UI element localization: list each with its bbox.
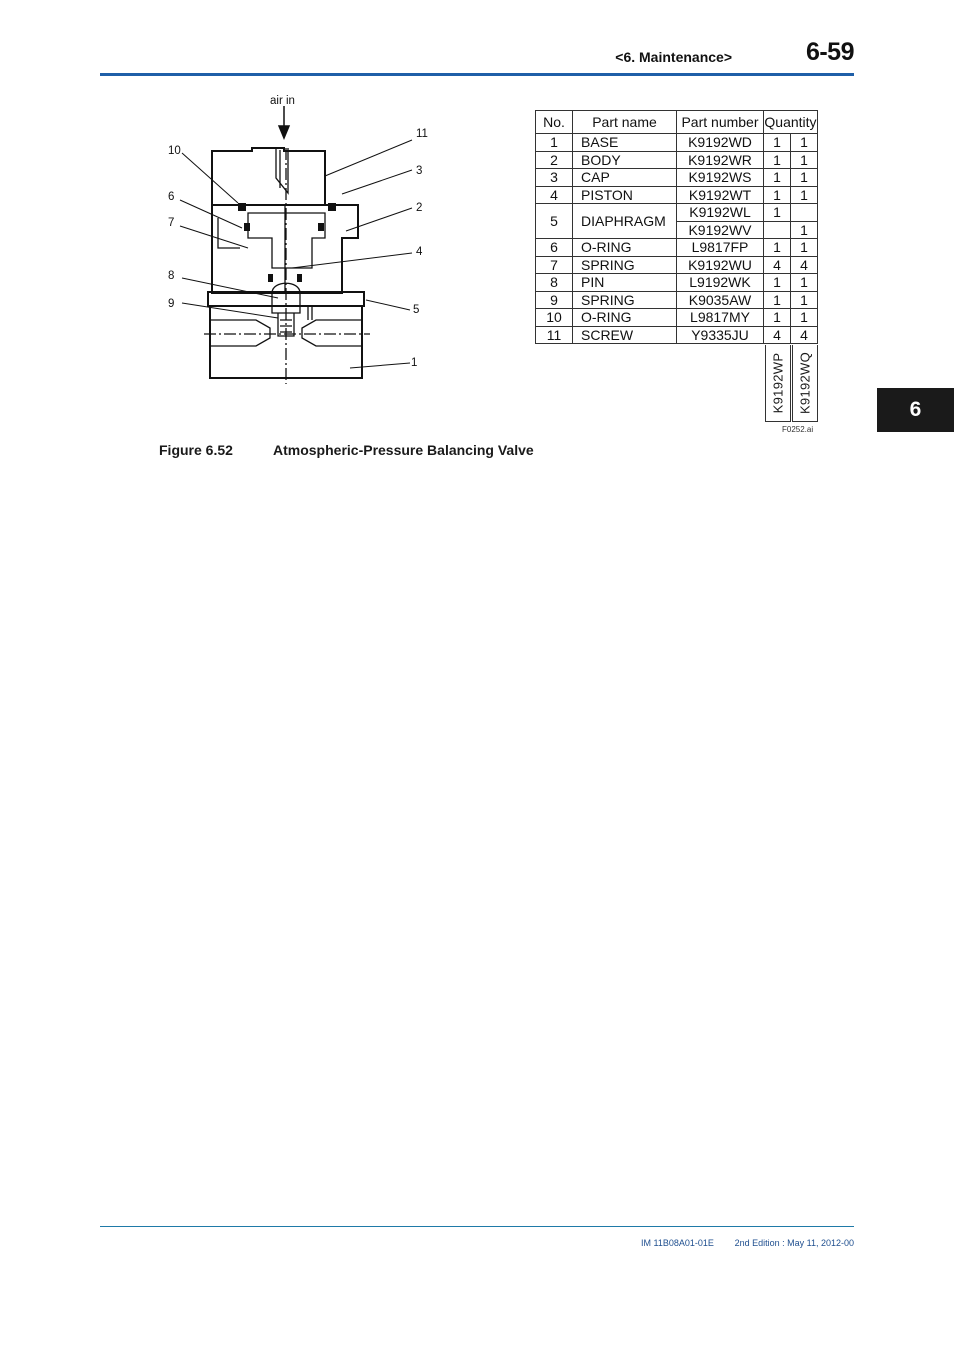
cell-qty-a: 1 (764, 274, 791, 292)
cell-part-number: K9192WU (677, 256, 764, 274)
callout-10: 10 (168, 145, 181, 157)
cell-qty-a: 1 (764, 309, 791, 327)
cell-no: 6 (536, 239, 573, 257)
cell-part-number: K9035AW (677, 291, 764, 309)
figure-file-id: F0252.ai (782, 425, 814, 434)
cell-no: 2 (536, 151, 573, 169)
cell-qty-a: 1 (764, 204, 791, 222)
cell-part-name: SPRING (573, 256, 677, 274)
callout-5: 5 (413, 304, 420, 316)
cell-qty-a: 4 (764, 256, 791, 274)
callout-1: 1 (411, 357, 418, 369)
cell-part-number: K9192WR (677, 151, 764, 169)
cell-qty-b: 1 (791, 291, 818, 309)
cell-qty-b: 4 (791, 256, 818, 274)
section-title: <6. Maintenance> (615, 49, 732, 65)
cell-qty-b: 1 (791, 239, 818, 257)
valve-cap-outline (212, 148, 325, 205)
table-row (536, 169, 818, 187)
table-row (536, 309, 818, 327)
col-header-part-number: Part number (677, 111, 764, 134)
callout-7: 7 (168, 217, 175, 229)
table-header-row (536, 111, 818, 134)
cell-part-name: DIAPHRAGM (573, 204, 677, 239)
cell-qty-b: 1 (791, 221, 818, 239)
cell-qty-a: 1 (764, 134, 791, 152)
cell-part-name: PISTON (573, 186, 677, 204)
table-row (536, 291, 818, 309)
cell-part-number: K9192WS (677, 169, 764, 187)
cell-qty-a (764, 221, 791, 239)
footer-rule (100, 1226, 854, 1227)
table-row (536, 134, 818, 152)
cell-qty-b: 4 (791, 326, 818, 344)
model-label-b: K9192WQ (797, 351, 813, 415)
model-column-a (765, 345, 791, 422)
cell-part-name: PIN (573, 274, 677, 292)
model-column-b (792, 345, 818, 422)
cell-qty-a: 1 (764, 151, 791, 169)
cell-qty-b: 1 (791, 151, 818, 169)
table-row (536, 274, 818, 292)
table-row (536, 186, 818, 204)
table-row (536, 204, 818, 222)
table-row (536, 326, 818, 344)
cell-no: 11 (536, 326, 573, 344)
cell-part-number: K9192WT (677, 186, 764, 204)
cell-part-name: CAP (573, 169, 677, 187)
cell-no: 10 (536, 309, 573, 327)
cell-qty-a: 1 (764, 291, 791, 309)
col-header-part-name: Part name (573, 111, 677, 134)
cell-no: 9 (536, 291, 573, 309)
cell-part-number: K9192WL (677, 204, 764, 222)
col-header-no: No. (536, 111, 573, 134)
footer-edition: 2nd Edition : May 11, 2012-00 (734, 1238, 854, 1248)
footer-doc-id: IM 11B08A01-01E (641, 1238, 714, 1248)
callout-9: 9 (168, 298, 175, 310)
cell-no: 3 (536, 169, 573, 187)
cell-part-number: L9817FP (677, 239, 764, 257)
cell-qty-a: 1 (764, 169, 791, 187)
cell-qty-b: 1 (791, 134, 818, 152)
parts-table (535, 110, 818, 344)
cell-no: 1 (536, 134, 573, 152)
callout-3: 3 (416, 165, 423, 177)
table-row (536, 256, 818, 274)
callout-8: 8 (168, 270, 175, 282)
air-in-label: air in (270, 95, 295, 107)
model-label-a: K9192WP (770, 352, 786, 414)
cell-part-number: L9817MY (677, 309, 764, 327)
callout-11: 11 (416, 128, 428, 140)
cell-qty-b: 1 (791, 274, 818, 292)
cell-part-number: K9192WV (677, 221, 764, 239)
valve-diagram (160, 88, 440, 388)
callout-2: 2 (416, 202, 423, 214)
table-row (536, 239, 818, 257)
col-header-quantity: Quantity (764, 111, 818, 134)
cell-qty-a: 1 (764, 239, 791, 257)
table-row (536, 151, 818, 169)
cell-part-name: BASE (573, 134, 677, 152)
cell-qty-a: 4 (764, 326, 791, 344)
cell-part-number: K9192WD (677, 134, 764, 152)
page-number: 6-59 (805, 38, 854, 66)
cell-qty-b (791, 204, 818, 222)
header-rule (100, 73, 854, 76)
cell-qty-a: 1 (764, 186, 791, 204)
cell-no: 8 (536, 274, 573, 292)
cell-part-number: L9192WK (677, 274, 764, 292)
cell-no: 5 (536, 204, 573, 239)
cell-no: 7 (536, 256, 573, 274)
cell-qty-b: 1 (791, 309, 818, 327)
figure-title: Atmospheric-Pressure Balancing Valve (273, 442, 534, 458)
cell-qty-b: 1 (791, 169, 818, 187)
callout-6: 6 (168, 191, 175, 203)
cell-no: 4 (536, 186, 573, 204)
cell-part-name: O-RING (573, 239, 677, 257)
cell-part-name: SPRING (573, 291, 677, 309)
figure-number: Figure 6.52 (159, 442, 233, 458)
cell-part-name: O-RING (573, 309, 677, 327)
callout-4: 4 (416, 246, 423, 258)
cell-part-number: Y9335JU (677, 326, 764, 344)
cell-part-name: BODY (573, 151, 677, 169)
chapter-tab[interactable]: 6 (877, 388, 954, 432)
cell-qty-b: 1 (791, 186, 818, 204)
cell-part-name: SCREW (573, 326, 677, 344)
